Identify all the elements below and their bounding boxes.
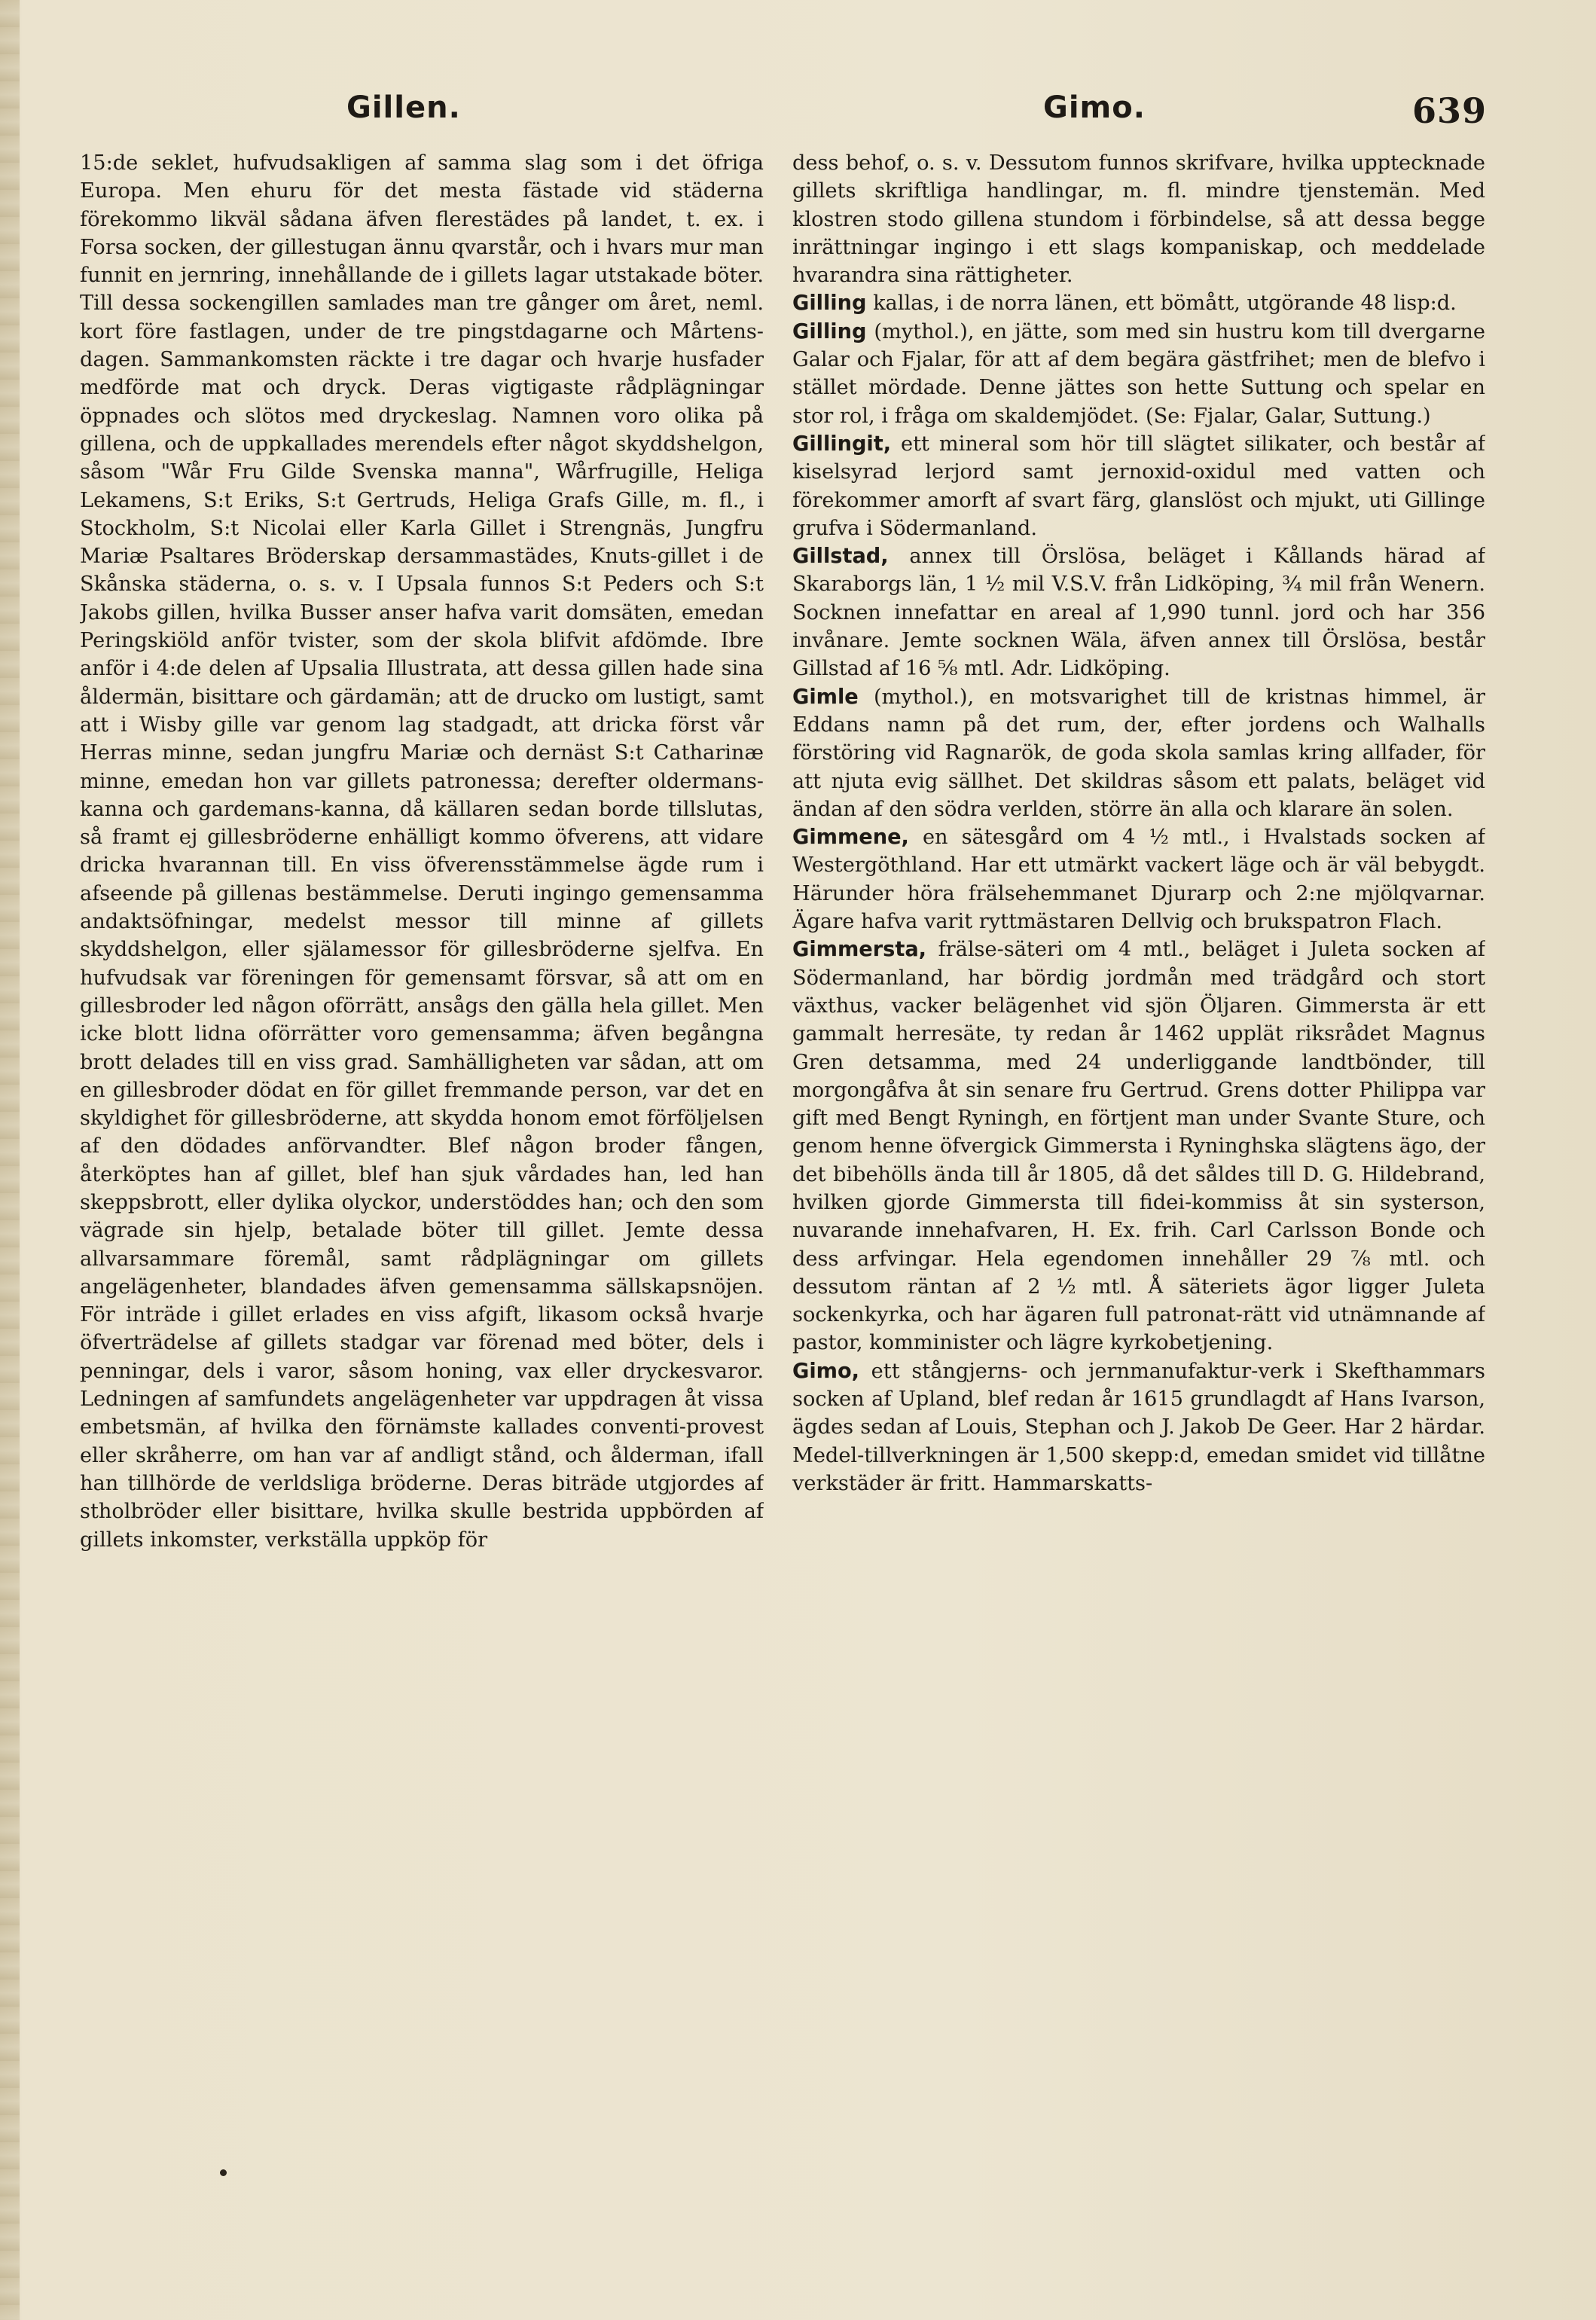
entry (792, 823, 1485, 936)
entry-headword: Gilling (792, 319, 867, 343)
left-column (80, 149, 764, 2153)
entry-text: en sätesgård om 4 ½ mtl., i Hvalstads socken af Westergöthland. Har ett utmärkt vackert läge och är väl bebygdt. Härunder höra frälsehemmanet Djurarp och 2:ne mjölqvarnar. Ägare hafva varit ryttmästaren Dellvig och brukspatron Flach. (792, 826, 1485, 934)
entry (792, 683, 1485, 823)
running-header (0, 90, 1596, 143)
entry-text: kallas, i de norra länen, ett bömått, utgörande 48 lisp:d. (866, 292, 1457, 316)
entry-headword: Gimle (792, 685, 859, 709)
entry (792, 318, 1485, 430)
right-column-intro: dess behof, o. s. v. Dessutom funnos skrifvare, hvilka upptecknade gillets skriftliga handlingar, m. fl. mindre tjenstemän. Med klostren stodo gillena stundom i förbindelse, så att dessa begge inrättningar ingingo i ett slags kompaniskap, och meddelade hvarandra sina rättigheter. (792, 151, 1485, 288)
entry (792, 1357, 1485, 1497)
entry-text: ett stångjerns- och jernmanufaktur-verk i Skefthammars socken af Upland, blef redan år 1615 grundlagdt af Hans Ivarson, ägdes sedan af Louis, Stephan och J. Jakob De Geer. Har 2 härdar. Medel-tillverkningen är 1,500 skepp:d, emedan smidet vid tillåtne verkstäder är fritt. Hammarskatts- (792, 1359, 1485, 1495)
right-column (792, 149, 1485, 2153)
page-number: 639 (1412, 90, 1488, 131)
header-right-guideword: Gimo. (1043, 90, 1146, 125)
entry (792, 430, 1485, 542)
entry (792, 936, 1485, 1357)
entry-text: (mythol.), en jätte, som med sin hustru kom till dvergarne Galar och Fjalar, för att af dem begära gästfrihet; men de blefvo i stället mördade. Denne jättes son hette Suttung och spelar en stor rol, i fråga om skaldemjödet. (Se: Fjalar, Galar, Suttung.) (792, 319, 1485, 428)
header-left-guideword: Gillen. (346, 90, 461, 125)
entry-headword: Gimmene, (792, 826, 909, 850)
entry-headword: Gimmersta, (792, 938, 926, 962)
entry-headword: Gilling (792, 292, 867, 316)
entry-text: (mythol.), en motsvarighet till de kristnas himmel, är Eddans namn på det rum, der, efter jordens och Walhalls förstöring vid Ragnarök, de goda skola samlas kring allfader, för att njuta evig sällhet. Det skildras såsom ett palats, beläget vid ändan af den södra verlden, större än alla och klarare än solen. (792, 685, 1485, 821)
entry-text: ett mineral som hör till slägtet silikater, och består af kiselsyrad lerjord samt jernoxid-oxidul med vatten och förekommer amorft af svart färg, glanslöst och mjukt, uti Gillinge grufva i Södermanland. (792, 432, 1485, 540)
entry-headword: Gillingit, (792, 432, 892, 456)
left-column-text: 15:de seklet, hufvudsakligen af samma slag som i det öfriga Europa. Men ehuru för det mesta fästade vid städerna förekommo likväl sådana äfven flerestädes på landet, t. ex. i Forsa socken, der gillestugan ännu qvarstår, och i hvars mur man funnit en jernring, innehållande de i gillets lagar utstakade böter. Till dessa sockengillen samlades man tre gånger om året, neml. kort före fastlagen, under de tre pingstdagarne och Mårtens-dagen. Sammankomsten räckte i tre dagar och hvarje husfader medförde mat och dryck. Deras vigtigaste rådplägningar öppnades och slötos med dryckeslag. Namnen voro olika på gillena, och de uppkallades merendels efter något skyddshelgon, såsom "Wår Fru Gilde Svenska manna", Wårfrugille, Heliga Lekamens, S:t Eriks, S:t Gertruds, Heliga Grafs Gille, m. fl., i Stockholm, S:t Nicolai eller Karla Gillet i Strengnäs, Jungfru Mariæ Psaltares Bröderskap dersammastädes, Knuts-gillet i de Skånska städerna, o. s. v. I Upsala funnos S:t Peders och S:t Jakobs gillen, hvilka Busser anser hafva varit domsäten, emedan Peringskiöld anför tvister, som der skola blifvit afdömde. Ibre anför i 4:de delen af Upsalia Illustrata, att dessa gillen hade sina åldermän, bisittare och gärdamän; att de drucko om lustigt, samt att i Wisby gille var genom lag stadgadt, att dricka först vår Herras minne, sedan jungfru Mariæ och dernäst S:t Catharinæ minne, emedan hon var gillets patronessa; derefter oldermans-kanna och gardemans-kanna, då källaren sedan borde tillslutas, så framt ej gillesbröderne enhälligt kommo öfverens, att vidare dricka hvarannan till. En viss öfverensstämmelse ägde rum i afseende på gillenas bestämmelse. Deruti ingingo gemensamma andaktsöfningar, medelst messor till minne af gillets skyddshelgon, eller själamessor för gillesbröderne sjelfva. En hufvudsak var föreningen för gemensamt försvar, så att om en gillesbroder led någon oförrätt, ansågs den gälla hela gillet. Men icke blott lidna oförrätter voro gemensamma; äfven begångna brott delades till en viss grad. Samhälligheten var sådan, att om en gillesbroder dödat en för gillet fremmande person, var det en skyldighet för gillesbröderne, att skydda honom emot förföljelsen af den dödades anförvandter. Blef någon broder fången, återköptes han af gillet, blef han sjuk vårdades han, led han skeppsbrott, eller dylika olyckor, understöddes han; och den som vägrade sin hjelp, betalade böter till gillet. Jemte dessa allvarsammare föremål, samt rådplägningar om gillets angelägenheter, blandades äfven gemensamma sällskapsnöjen. För inträde i gillet erlades en viss afgift, likasom också hvarje öfverträdelse af gillets stadgar var förenad med böter, dels i penningar, dels i varor, såsom honing, vax eller dryckesvaror. Ledningen af samfundets angelägenheter var uppdragen åt vissa embetsmän, af hvilka den förnämste kallades conventi-provest eller skråherre, om han var af andligt stånd, och ålderman, ifall han tillhörde de verldsliga bröderne. Deras biträde utgjordes af stholbröder eller bisittare, hvilka skulle bestrida uppbörden af gillets inkomster, verkställa uppköp för (80, 151, 764, 1552)
entry-headword: Gillstad, (792, 545, 889, 569)
entry-text: annex till Örslösa, beläget i Kållands härad af Skaraborgs län, 1 ½ mil V.S.V. från Lidköping, ¾ mil från Wenern. Socknen innefattar en areal af 1,990 tunnl. jord och har 356 invånare. Jemte socknen Wäla, äfven annex till Örslösa, består Gillstad af 16 ⅝ mtl. Adr. Lidköping. (792, 545, 1485, 681)
entry-text: frälse-säteri om 4 mtl., beläget i Juleta socken af Södermanland, har bördig jordmån med trädgård och stort växthus, vacker belägenhet vid sjön Öljaren. Gimmersta är ett gammalt herresäte, ty redan år 1462 upplät riksrådet Magnus Gren detsamma, med 24 underliggande landtbönder, till morgongåfva åt sin senare fru Gertrud. Grens dotter Philippa var gift med Bengt Ryningh, en förtjent man under Svante Sture, och genom henne öfvergick Gimmersta i Ryninghska slägtens ägo, der det bibehölls ända till år 1805, då det såldes till D. G. Hildebrand, hvilken gjorde Gimmersta till fidei-kommiss åt sin systerson, nuvarande innehafvaren, H. Ex. frih. Carl Carlsson Bonde och dess arfvingar. Hela egendomen innehåller 29 ⅞ mtl. och dessutom räntan af 2 ½ mtl. Å säteriets ägor ligger Juleta sockenkyrka, och har ägaren full patronat-rätt vid utnämnande af pastor, komminister och lägre kyrkobetjening. (792, 938, 1485, 1355)
entry (792, 542, 1485, 682)
page-edge (0, 0, 20, 2320)
entry (792, 289, 1485, 317)
ink-dot (220, 2169, 227, 2176)
entry-headword: Gimo, (792, 1359, 859, 1383)
